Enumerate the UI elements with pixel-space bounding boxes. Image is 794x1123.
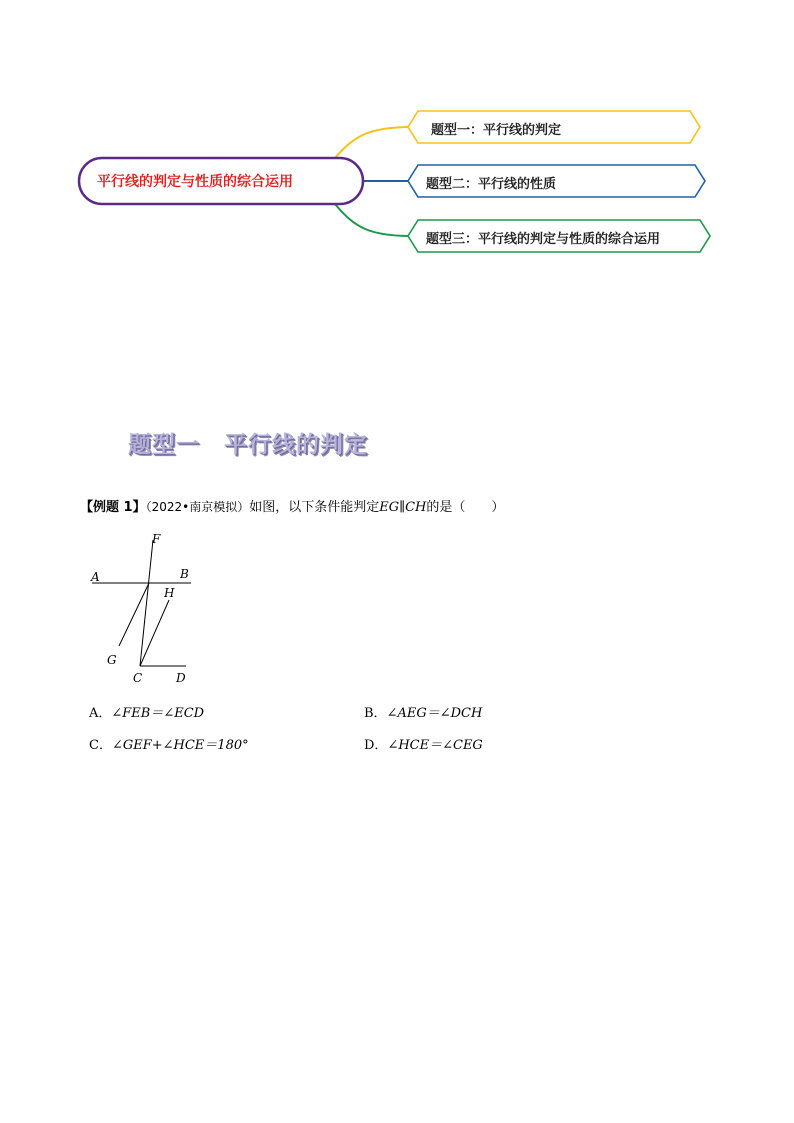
example-text-before: 如图，以下条件能判定 — [249, 500, 380, 515]
option-d-text: ∠HCE＝∠CEG — [387, 738, 483, 753]
mindmap-diagram — [0, 0, 794, 300]
option-b-letter: B． — [364, 706, 387, 721]
option-b-text: ∠AEG＝∠DCH — [386, 706, 483, 721]
line-ch — [140, 600, 169, 666]
mindmap-branch-2-label: 题型二：平行线的性质 — [426, 177, 557, 192]
example-question — [80, 496, 504, 515]
option-b[interactable] — [364, 702, 482, 721]
option-a-letter: A． — [89, 706, 112, 721]
geometry-figure — [85, 530, 215, 690]
point-label-a: A — [91, 570, 100, 584]
point-label-f: F — [152, 532, 161, 546]
mindmap-root-label: 平行线的判定与性质的综合运用 — [97, 174, 293, 190]
option-a-text: ∠FEB＝∠ECD — [111, 706, 205, 721]
option-d[interactable] — [364, 734, 483, 753]
option-c[interactable] — [89, 734, 249, 753]
option-d-letter: D． — [364, 738, 388, 753]
mindmap-branch-3-label: 题型三：平行线的判定与性质的综合运用 — [426, 232, 661, 247]
connector-branch-1 — [335, 127, 412, 158]
line-eg — [119, 583, 149, 646]
mindmap-branch-1-label: 题型一：平行线的判定 — [431, 123, 562, 138]
point-label-h: H — [164, 586, 175, 600]
example-text-after: 的是（ ） — [426, 500, 505, 515]
option-c-text: ∠GEF+∠HCE＝180° — [111, 738, 249, 753]
example-source: （2022•南京模拟） — [145, 500, 250, 514]
option-c-letter: C． — [89, 738, 112, 753]
section-title: 题型一 平行线的判定 — [128, 432, 368, 458]
example-relation: EG∥CH — [379, 500, 427, 515]
point-label-g: G — [107, 653, 117, 667]
point-label-b: B — [180, 567, 189, 581]
connector-branch-3 — [335, 204, 412, 236]
option-a[interactable] — [89, 702, 204, 721]
line-fc — [140, 540, 153, 666]
point-label-d: D — [176, 671, 186, 685]
example-label: 【例题 1】 — [80, 500, 146, 515]
point-label-c: C — [133, 671, 143, 685]
